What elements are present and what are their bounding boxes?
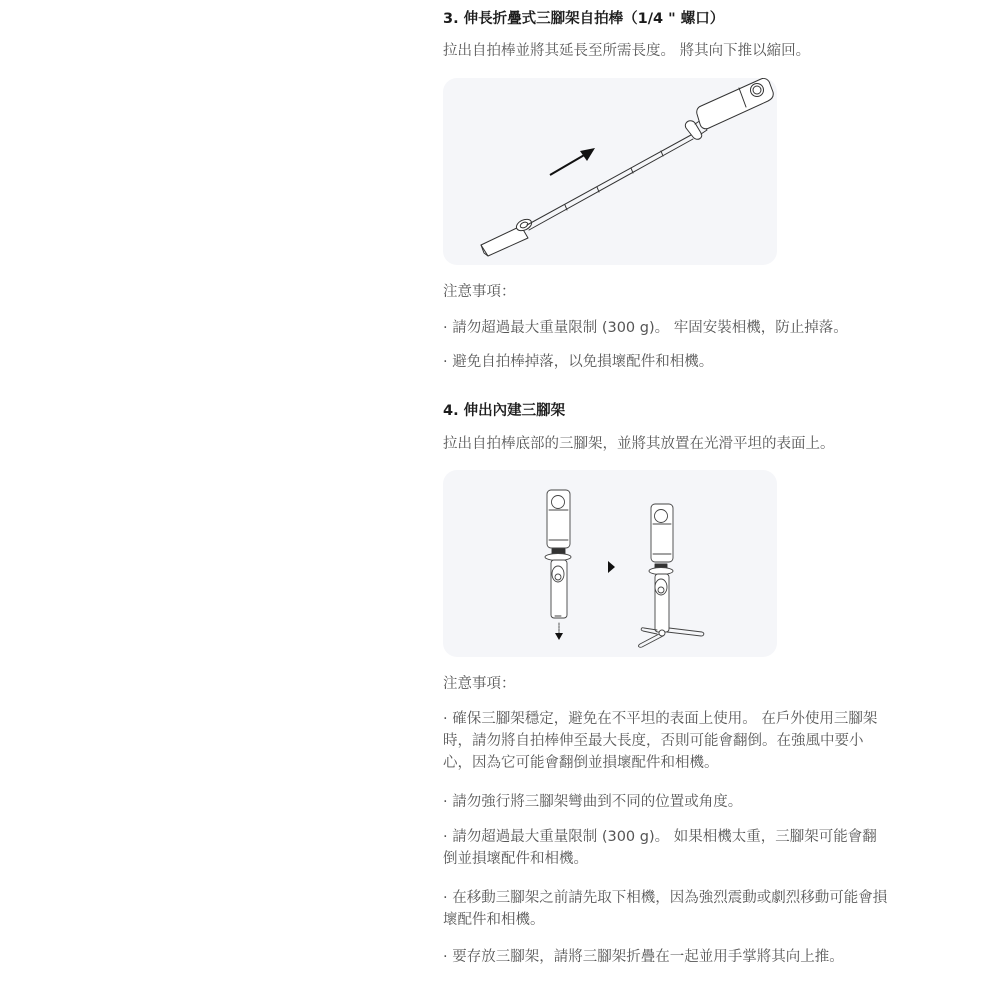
tripod-deploy-image (443, 470, 777, 657)
tripod-deploy-illustration-icon (443, 470, 777, 657)
section4-heading: 4. 伸出內建三腳架 (443, 403, 566, 419)
section3-instruction: 拉出自拍棒並將其延長至所需長度。 將其向下推以縮回。 (443, 43, 811, 59)
section4-note-2: · 請勿強行將三腳架彎曲到不同的位置或角度。 (443, 794, 743, 810)
selfie-stick-extend-illustration-icon (443, 78, 777, 265)
section4-note-4: · 在移動三腳架之前請先取下相機，因為強烈震動或劇烈移動可能會損壞配件和相機。 (443, 890, 888, 928)
section4-note-5: · 要存放三腳架，請將三腳架折疊在一起並用手掌將其向上推。 (443, 949, 844, 965)
section3-note-2: · 避免自拍棒掉落，以免損壞配件和相機。 (443, 354, 714, 370)
section3-note-1: · 請勿超過最大重量限制 (300 g)。 牢固安裝相機，防止掉落。 (443, 320, 848, 336)
arrow-down-icon (555, 633, 563, 640)
section4-instruction: 拉出自拍棒底部的三腳架，並將其放置在光滑平坦的表面上。 (443, 436, 835, 452)
section4-notes-label: 注意事項： (443, 676, 516, 692)
section3-heading: 3. 伸長折疊式三腳架自拍棒（1/4 " 螺口） (443, 11, 725, 27)
section4-note-3: · 請勿超過最大重量限制 (300 g)。 如果相機太重，三腳架可能會翻倒並損壞配件和相機。 (443, 829, 877, 867)
section4-note-1: · 確保三腳架穩定，避免在不平坦的表面上使用。 在戶外使用三腳架時，請勿將自拍棒伸至最大長度，否則可能會翻倒。在強風中要小心，因為它可能會翻倒並損壞配件和相機。 (443, 711, 878, 771)
section3-notes-label: 注意事項： (443, 284, 516, 300)
play-arrow-icon (608, 561, 615, 573)
arrow-up-right-icon (550, 148, 595, 175)
selfie-stick-extend-image (443, 78, 777, 265)
